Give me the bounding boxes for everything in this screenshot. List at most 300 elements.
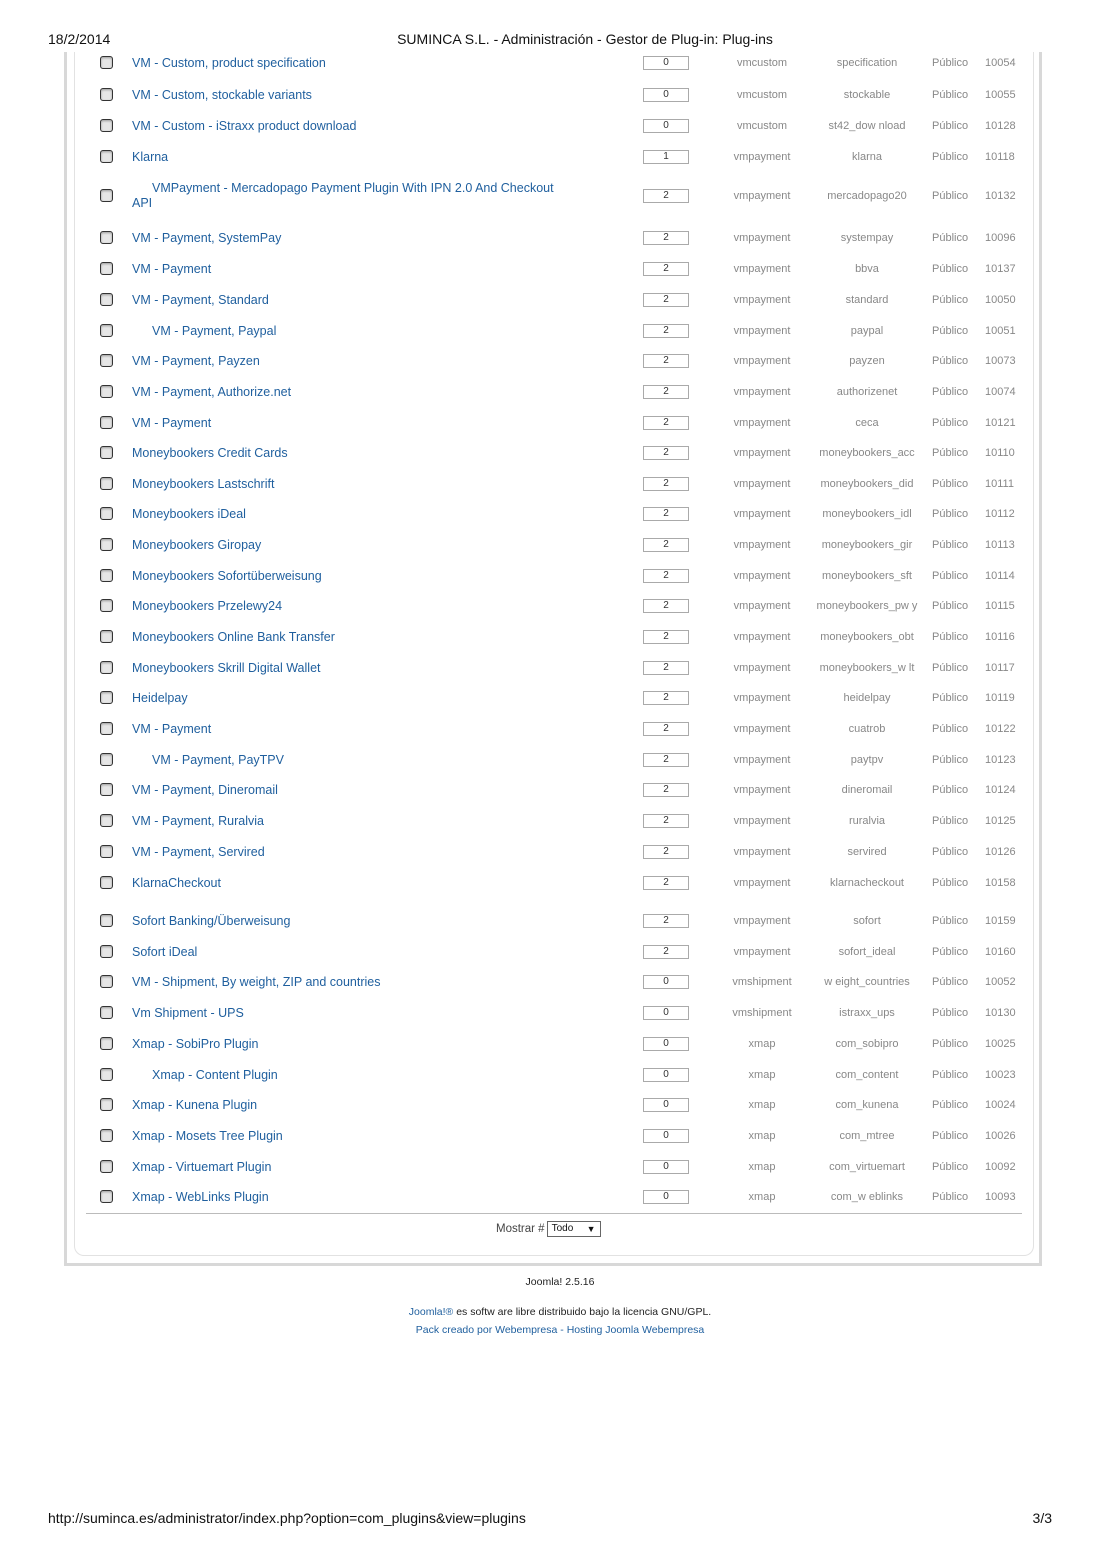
table-row bbox=[86, 838, 1022, 866]
table-row bbox=[86, 286, 1022, 314]
plugin-id: 10124 bbox=[985, 784, 1016, 796]
plugin-element: moneybookers_sft bbox=[822, 570, 912, 582]
plugin-id: 10023 bbox=[985, 1069, 1016, 1081]
table-row bbox=[86, 500, 1022, 528]
plugin-id: 10025 bbox=[985, 1038, 1016, 1050]
plugin-name-link[interactable]: VM - Custom - iStraxx product download bbox=[132, 119, 357, 133]
table-row bbox=[86, 1030, 1022, 1058]
plugin-element: servired bbox=[847, 846, 887, 858]
access-level: Público bbox=[932, 263, 969, 275]
access-level: Público bbox=[932, 631, 969, 643]
plugin-id: 10052 bbox=[985, 976, 1016, 988]
access-level: Público bbox=[932, 692, 969, 704]
plugin-name-link[interactable]: VM - Payment, Authorize.net bbox=[132, 385, 292, 399]
plugin-type: xmap bbox=[748, 1038, 776, 1050]
row-checkbox[interactable] bbox=[100, 477, 113, 490]
print-date: 18/2/2014 bbox=[48, 31, 111, 47]
plugin-id: 10054 bbox=[985, 57, 1016, 69]
table-row bbox=[86, 907, 1022, 935]
plugin-type: vmpayment bbox=[733, 508, 791, 520]
plugin-type: xmap bbox=[748, 1099, 776, 1111]
plugin-element: payzen bbox=[849, 355, 885, 367]
row-checkbox[interactable] bbox=[100, 262, 113, 275]
plugin-element: paypal bbox=[850, 325, 884, 337]
table-row bbox=[86, 938, 1022, 966]
plugin-type: vmcustom bbox=[736, 120, 788, 132]
plugin-element: moneybookers_pw y bbox=[816, 600, 918, 612]
access-level: Público bbox=[932, 417, 969, 429]
ordering-input[interactable]: 2 bbox=[643, 189, 689, 203]
access-level: Público bbox=[932, 232, 969, 244]
chevron-down-icon: ▼ bbox=[586, 1224, 596, 1234]
ordering-input[interactable]: 2 bbox=[643, 262, 689, 276]
table-row bbox=[86, 378, 1022, 406]
plugin-id: 10119 bbox=[985, 692, 1015, 704]
plugin-id: 10158 bbox=[985, 877, 1016, 889]
table-row bbox=[86, 1061, 1022, 1089]
access-level: Público bbox=[932, 1161, 969, 1173]
row-checkbox[interactable] bbox=[100, 691, 113, 704]
plugin-id: 10112 bbox=[985, 508, 1015, 520]
access-level: Público bbox=[932, 662, 969, 674]
plugin-element: sofort bbox=[853, 915, 881, 927]
plugin-id: 10051 bbox=[985, 325, 1016, 337]
plugin-name-link[interactable]: Xmap - SobiPro Plugin bbox=[132, 1037, 259, 1051]
plugin-type: vmpayment bbox=[733, 723, 791, 735]
access-level: Público bbox=[932, 1099, 969, 1111]
access-level: Público bbox=[932, 754, 969, 766]
webempresa-pack-link[interactable]: Pack creado por Webempresa bbox=[415, 1324, 558, 1336]
row-checkbox[interactable] bbox=[100, 569, 113, 582]
ordering-input[interactable]: 2 bbox=[643, 446, 689, 460]
plugin-element: moneybookers_gir bbox=[821, 539, 913, 551]
access-level: Público bbox=[932, 386, 969, 398]
ordering-input[interactable]: 2 bbox=[643, 661, 689, 675]
row-checkbox[interactable] bbox=[100, 1006, 113, 1019]
ordering-input[interactable]: 2 bbox=[643, 914, 689, 928]
plugin-id: 10050 bbox=[985, 294, 1016, 306]
plugin-element: mercadopago20 bbox=[827, 190, 907, 202]
table-row bbox=[86, 684, 1022, 712]
plugin-element: authorizenet bbox=[836, 386, 898, 398]
plugin-type: vmpayment bbox=[733, 232, 791, 244]
ordering-input[interactable]: 0 bbox=[643, 1190, 689, 1204]
row-checkbox[interactable] bbox=[100, 599, 113, 612]
row-checkbox[interactable] bbox=[100, 945, 113, 958]
row-checkbox[interactable] bbox=[100, 538, 113, 551]
plugin-element: stockable bbox=[843, 89, 891, 101]
plugin-type: vmpayment bbox=[733, 355, 791, 367]
ordering-input[interactable]: 0 bbox=[643, 1098, 689, 1112]
row-checkbox[interactable] bbox=[100, 845, 113, 858]
plugin-type: vmpayment bbox=[733, 417, 791, 429]
plugin-id: 10128 bbox=[985, 120, 1016, 132]
plugin-id: 10122 bbox=[985, 723, 1016, 735]
plugin-name-link[interactable]: Sofort Banking/Überweisung bbox=[132, 914, 291, 928]
access-level: Público bbox=[932, 976, 969, 988]
ordering-input[interactable]: 0 bbox=[643, 1037, 689, 1051]
ordering-input[interactable]: 2 bbox=[643, 324, 689, 338]
plugin-id: 10160 bbox=[985, 946, 1016, 958]
ordering-input[interactable]: 2 bbox=[643, 630, 689, 644]
plugin-name-link[interactable]: VM - Payment, Standard bbox=[132, 293, 269, 307]
plugin-type: vmpayment bbox=[733, 631, 791, 643]
row-checkbox[interactable] bbox=[100, 876, 113, 889]
plugin-element: ceca bbox=[855, 417, 879, 429]
table-row bbox=[86, 317, 1022, 345]
plugin-name-link[interactable]: VM - Payment, Dineromail bbox=[132, 783, 278, 797]
plugin-element: moneybookers_acc bbox=[819, 447, 915, 459]
version-footer bbox=[0, 1276, 1100, 1288]
row-checkbox[interactable] bbox=[100, 1190, 113, 1203]
plugin-name-link[interactable]: VM - Payment, Payzen bbox=[132, 354, 260, 368]
credits-footer bbox=[0, 1324, 1100, 1336]
plugin-element: com_w eblinks bbox=[830, 1191, 904, 1203]
access-level: Público bbox=[932, 355, 969, 367]
plugin-type: vmcustom bbox=[736, 57, 788, 69]
plugin-type: vmpayment bbox=[733, 325, 791, 337]
ordering-input[interactable]: 0 bbox=[643, 88, 689, 102]
ordering-input[interactable]: 2 bbox=[643, 385, 689, 399]
plugin-type: vmpayment bbox=[733, 846, 791, 858]
plugin-type: vmpayment bbox=[733, 570, 791, 582]
table-row bbox=[86, 592, 1022, 620]
plugin-name-link[interactable]: Moneybookers Sofortüberweisung bbox=[132, 569, 322, 583]
ordering-input[interactable]: 2 bbox=[643, 507, 689, 521]
access-level: Público bbox=[932, 478, 969, 490]
row-checkbox[interactable] bbox=[100, 293, 113, 306]
plugin-name-link[interactable]: VM - Payment, Servired bbox=[132, 845, 265, 859]
plugin-id: 10111 bbox=[985, 478, 1014, 490]
table-row bbox=[86, 1153, 1022, 1181]
list-limit-value: Todo bbox=[551, 1223, 574, 1234]
plugin-name-link[interactable]: Moneybookers Lastschrift bbox=[132, 477, 275, 491]
row-checkbox[interactable] bbox=[100, 446, 113, 459]
plugin-element: istraxx_ups bbox=[839, 1007, 895, 1019]
plugin-name-link[interactable]: Xmap - Virtuemart Plugin bbox=[132, 1160, 272, 1174]
access-level: Público bbox=[932, 1007, 969, 1019]
plugin-type: vmcustom bbox=[736, 89, 788, 101]
plugin-element: paytpv bbox=[850, 754, 884, 766]
plugin-name-link[interactable]: VMPayment - Mercadopago Payment Plugin With IPN 2.0 And Checkout API bbox=[132, 181, 554, 210]
plugin-element: moneybookers_idl bbox=[822, 508, 912, 520]
row-checkbox[interactable] bbox=[100, 914, 113, 927]
plugin-id: 10159 bbox=[985, 915, 1016, 927]
access-level: Público bbox=[932, 1191, 969, 1203]
table-row bbox=[86, 470, 1022, 498]
plugin-type: xmap bbox=[748, 1191, 776, 1203]
access-level: Público bbox=[932, 915, 969, 927]
plugin-id: 10024 bbox=[985, 1099, 1016, 1111]
row-checkbox[interactable] bbox=[100, 150, 113, 163]
plugin-type: vmshipment bbox=[732, 1007, 792, 1019]
plugin-id: 10118 bbox=[985, 151, 1015, 163]
plugin-name-link[interactable]: Moneybookers Credit Cards bbox=[132, 446, 288, 460]
row-checkbox[interactable] bbox=[100, 1129, 113, 1142]
plugin-id: 10121 bbox=[985, 417, 1016, 429]
ordering-input[interactable]: 0 bbox=[643, 1129, 689, 1143]
access-level: Público bbox=[932, 1130, 969, 1142]
table-row bbox=[86, 1122, 1022, 1150]
plugin-id: 10074 bbox=[985, 386, 1016, 398]
plugin-name-link[interactable]: Xmap - Kunena Plugin bbox=[132, 1098, 258, 1112]
access-level: Público bbox=[932, 946, 969, 958]
ordering-input[interactable]: 2 bbox=[643, 945, 689, 959]
plugin-type: vmpayment bbox=[733, 662, 791, 674]
plugin-name-link[interactable]: VM - Payment, Paypal bbox=[152, 324, 277, 338]
plugin-id: 10132 bbox=[985, 190, 1016, 202]
access-level: Público bbox=[932, 877, 969, 889]
row-checkbox[interactable] bbox=[100, 1068, 113, 1081]
access-level: Público bbox=[932, 89, 969, 101]
plugin-element: bbva bbox=[855, 263, 879, 275]
ordering-input[interactable]: 0 bbox=[643, 119, 689, 133]
credits-separator: - bbox=[557, 1324, 567, 1336]
ordering-input[interactable]: 2 bbox=[643, 354, 689, 368]
plugin-element: ruralvia bbox=[848, 815, 886, 827]
plugin-name-link[interactable]: VM - Payment bbox=[132, 722, 212, 736]
plugin-id: 10117 bbox=[985, 662, 1015, 674]
access-level: Público bbox=[932, 120, 969, 132]
plugin-name-link[interactable]: VM - Custom, product specification bbox=[132, 56, 326, 70]
plugin-id: 10123 bbox=[985, 754, 1016, 766]
plugin-id: 10110 bbox=[985, 447, 1015, 459]
plugin-name-link[interactable]: Heidelpay bbox=[132, 691, 188, 705]
table-row bbox=[86, 1091, 1022, 1119]
plugin-name-link[interactable]: Xmap - WebLinks Plugin bbox=[132, 1190, 269, 1204]
access-level: Público bbox=[932, 723, 969, 735]
joomla-version: Joomla! 2.5.16 bbox=[525, 1276, 595, 1288]
plugin-id: 10113 bbox=[985, 539, 1015, 551]
plugin-id: 10055 bbox=[985, 89, 1016, 101]
table-row bbox=[86, 224, 1022, 252]
row-checkbox[interactable] bbox=[100, 231, 113, 244]
plugin-type: vmpayment bbox=[733, 754, 791, 766]
plugin-name-link[interactable]: Moneybookers Online Bank Transfer bbox=[132, 630, 335, 644]
access-level: Público bbox=[932, 447, 969, 459]
plugin-element: st42_dow nload bbox=[828, 120, 906, 132]
plugin-element: klarnacheckout bbox=[830, 877, 904, 889]
plugin-name-link[interactable]: KlarnaCheckout bbox=[132, 876, 221, 890]
row-checkbox[interactable] bbox=[100, 416, 113, 429]
row-checkbox[interactable] bbox=[100, 753, 113, 766]
ordering-input[interactable]: 0 bbox=[643, 56, 689, 70]
row-checkbox[interactable] bbox=[100, 385, 113, 398]
plugin-id: 10116 bbox=[985, 631, 1015, 643]
plugin-type: vmshipment bbox=[732, 976, 792, 988]
plugin-id: 10115 bbox=[985, 600, 1015, 612]
row-checkbox[interactable] bbox=[100, 975, 113, 988]
plugin-name-link[interactable]: Moneybookers Przelewy24 bbox=[132, 599, 283, 613]
access-level: Público bbox=[932, 570, 969, 582]
ordering-input[interactable]: 2 bbox=[643, 599, 689, 613]
plugin-type: vmpayment bbox=[733, 151, 791, 163]
print-url: http://suminca.es/administrator/index.php?option=com_plugins&view=plugins bbox=[48, 1510, 526, 1526]
plugin-element: heidelpay bbox=[843, 692, 891, 704]
row-checkbox[interactable] bbox=[100, 354, 113, 367]
plugin-name-link[interactable]: Klarna bbox=[132, 150, 169, 164]
plugin-type: vmpayment bbox=[733, 915, 791, 927]
access-level: Público bbox=[932, 190, 969, 202]
plugin-name-link[interactable]: VM - Custom, stockable variants bbox=[132, 88, 312, 102]
table-row bbox=[86, 746, 1022, 774]
plugin-id: 10092 bbox=[985, 1161, 1016, 1173]
table-row bbox=[86, 999, 1022, 1027]
plugin-type: vmpayment bbox=[733, 263, 791, 275]
plugin-name-link[interactable]: Moneybookers Giropay bbox=[132, 538, 262, 552]
plugin-type: xmap bbox=[748, 1130, 776, 1142]
access-level: Público bbox=[932, 600, 969, 612]
ordering-input[interactable]: 2 bbox=[643, 569, 689, 583]
table-row bbox=[86, 49, 1022, 77]
ordering-input[interactable]: 0 bbox=[643, 1068, 689, 1082]
row-checkbox[interactable] bbox=[100, 1098, 113, 1111]
ordering-input[interactable]: 2 bbox=[643, 416, 689, 430]
plugin-name-link[interactable]: Moneybookers Skrill Digital Wallet bbox=[132, 661, 321, 675]
plugin-id: 10126 bbox=[985, 846, 1016, 858]
plugin-element: dineromail bbox=[841, 784, 893, 796]
row-checkbox[interactable] bbox=[100, 1160, 113, 1173]
plugin-id: 10130 bbox=[985, 1007, 1016, 1019]
plugin-name-link[interactable]: Moneybookers iDeal bbox=[132, 507, 246, 521]
plugin-type: vmpayment bbox=[733, 600, 791, 612]
license-footer bbox=[0, 1306, 1100, 1318]
ordering-input[interactable]: 2 bbox=[643, 538, 689, 552]
plugin-type: vmpayment bbox=[733, 946, 791, 958]
table-row bbox=[86, 776, 1022, 804]
access-level: Público bbox=[932, 325, 969, 337]
list-limit bbox=[496, 1221, 601, 1237]
plugin-type: xmap bbox=[748, 1161, 776, 1173]
plugin-element: moneybookers_obt bbox=[820, 631, 914, 643]
ordering-input[interactable]: 2 bbox=[643, 814, 689, 828]
row-checkbox[interactable] bbox=[100, 1037, 113, 1050]
list-limit-label: Mostrar # bbox=[496, 1223, 545, 1236]
license-text: es softw are libre distribuido bajo la licencia GNU/GPL. bbox=[453, 1306, 712, 1318]
ordering-input[interactable]: 1 bbox=[643, 150, 689, 164]
ordering-input[interactable]: 0 bbox=[643, 1006, 689, 1020]
plugin-type: xmap bbox=[748, 1069, 776, 1081]
plugin-element: moneybookers_did bbox=[820, 478, 914, 490]
ordering-input[interactable]: 2 bbox=[643, 722, 689, 736]
table-row bbox=[86, 439, 1022, 467]
row-checkbox[interactable] bbox=[100, 189, 113, 202]
plugin-name-link[interactable]: VM - Shipment, By weight, ZIP and countries bbox=[132, 975, 381, 989]
table-row bbox=[86, 409, 1022, 437]
ordering-input[interactable]: 2 bbox=[643, 845, 689, 859]
row-checkbox[interactable] bbox=[100, 119, 113, 132]
plugin-element: systempay bbox=[840, 232, 894, 244]
plugin-type: vmpayment bbox=[733, 784, 791, 796]
plugin-element: com_mtree bbox=[839, 1130, 895, 1142]
table-row bbox=[86, 255, 1022, 283]
plugin-type: vmpayment bbox=[733, 190, 791, 202]
plugin-element: cuatrob bbox=[848, 723, 886, 735]
plugin-type: vmpayment bbox=[733, 478, 791, 490]
access-level: Público bbox=[932, 846, 969, 858]
ordering-input[interactable]: 2 bbox=[643, 691, 689, 705]
plugin-element: w eight_countries bbox=[824, 976, 910, 988]
table-row bbox=[86, 81, 1022, 109]
plugin-name-link[interactable]: VM - Payment, Ruralvia bbox=[132, 814, 264, 828]
plugin-type: vmpayment bbox=[733, 294, 791, 306]
table-row bbox=[86, 807, 1022, 835]
print-header bbox=[0, 31, 1100, 49]
row-checkbox[interactable] bbox=[100, 507, 113, 520]
table-bottom-divider bbox=[86, 1213, 1022, 1214]
access-level: Público bbox=[932, 294, 969, 306]
ordering-input[interactable]: 2 bbox=[643, 783, 689, 797]
plugin-name-link[interactable]: Xmap - Content Plugin bbox=[152, 1068, 278, 1082]
ordering-input[interactable]: 2 bbox=[643, 477, 689, 491]
table-row bbox=[86, 715, 1022, 743]
plugin-name-link[interactable]: Xmap - Mosets Tree Plugin bbox=[132, 1129, 283, 1143]
print-page-number: 3/3 bbox=[1032, 1510, 1052, 1526]
plugin-type: vmpayment bbox=[733, 447, 791, 459]
plugin-element: com_virtuemart bbox=[829, 1161, 905, 1173]
plugin-id: 10073 bbox=[985, 355, 1016, 367]
row-checkbox[interactable] bbox=[100, 783, 113, 796]
plugin-name-link[interactable]: VM - Payment bbox=[132, 262, 212, 276]
table-row bbox=[86, 869, 1022, 897]
plugin-element: moneybookers_w lt bbox=[819, 662, 915, 674]
table-row bbox=[86, 623, 1022, 651]
row-checkbox[interactable] bbox=[100, 630, 113, 643]
plugin-name-link[interactable]: VM - Payment, SystemPay bbox=[132, 231, 282, 245]
ordering-input[interactable]: 2 bbox=[643, 231, 689, 245]
ordering-input[interactable]: 0 bbox=[643, 1160, 689, 1174]
access-level: Público bbox=[932, 1038, 969, 1050]
access-level: Público bbox=[932, 815, 969, 827]
access-level: Público bbox=[932, 784, 969, 796]
ordering-input[interactable]: 0 bbox=[643, 975, 689, 989]
row-checkbox[interactable] bbox=[100, 661, 113, 674]
table-row bbox=[86, 1183, 1022, 1211]
plugin-element: klarna bbox=[852, 151, 882, 163]
plugin-id: 10093 bbox=[985, 1191, 1016, 1203]
joomla-link[interactable]: Joomla!® bbox=[408, 1306, 454, 1318]
table-row bbox=[86, 654, 1022, 682]
row-checkbox[interactable] bbox=[100, 722, 113, 735]
plugin-type: vmpayment bbox=[733, 539, 791, 551]
access-level: Público bbox=[932, 539, 969, 551]
row-checkbox[interactable] bbox=[100, 56, 113, 69]
row-checkbox[interactable] bbox=[100, 814, 113, 827]
plugin-name-link[interactable]: VM - Payment bbox=[132, 416, 212, 430]
plugin-name-link[interactable]: VM - Payment, PayTPV bbox=[152, 753, 284, 767]
access-level: Público bbox=[932, 1069, 969, 1081]
plugin-name-link[interactable]: Sofort iDeal bbox=[132, 945, 198, 959]
row-checkbox[interactable] bbox=[100, 88, 113, 101]
ordering-input[interactable]: 2 bbox=[643, 876, 689, 890]
access-level: Público bbox=[932, 508, 969, 520]
plugin-element: com_sobipro bbox=[835, 1038, 899, 1050]
plugin-type: vmpayment bbox=[733, 386, 791, 398]
table-row bbox=[86, 112, 1022, 140]
table-row bbox=[86, 562, 1022, 590]
webempresa-hosting-link[interactable]: Hosting Joomla Webempresa bbox=[566, 1324, 705, 1336]
ordering-input[interactable]: 2 bbox=[643, 293, 689, 307]
plugin-id: 10096 bbox=[985, 232, 1016, 244]
access-level: Público bbox=[932, 57, 969, 69]
list-limit-select[interactable] bbox=[547, 1221, 601, 1237]
plugin-name-link[interactable]: Vm Shipment - UPS bbox=[132, 1006, 244, 1020]
row-checkbox[interactable] bbox=[100, 324, 113, 337]
plugin-element: standard bbox=[845, 294, 889, 306]
plugin-id: 10026 bbox=[985, 1130, 1016, 1142]
plugin-id: 10125 bbox=[985, 815, 1016, 827]
ordering-input[interactable]: 2 bbox=[643, 753, 689, 767]
